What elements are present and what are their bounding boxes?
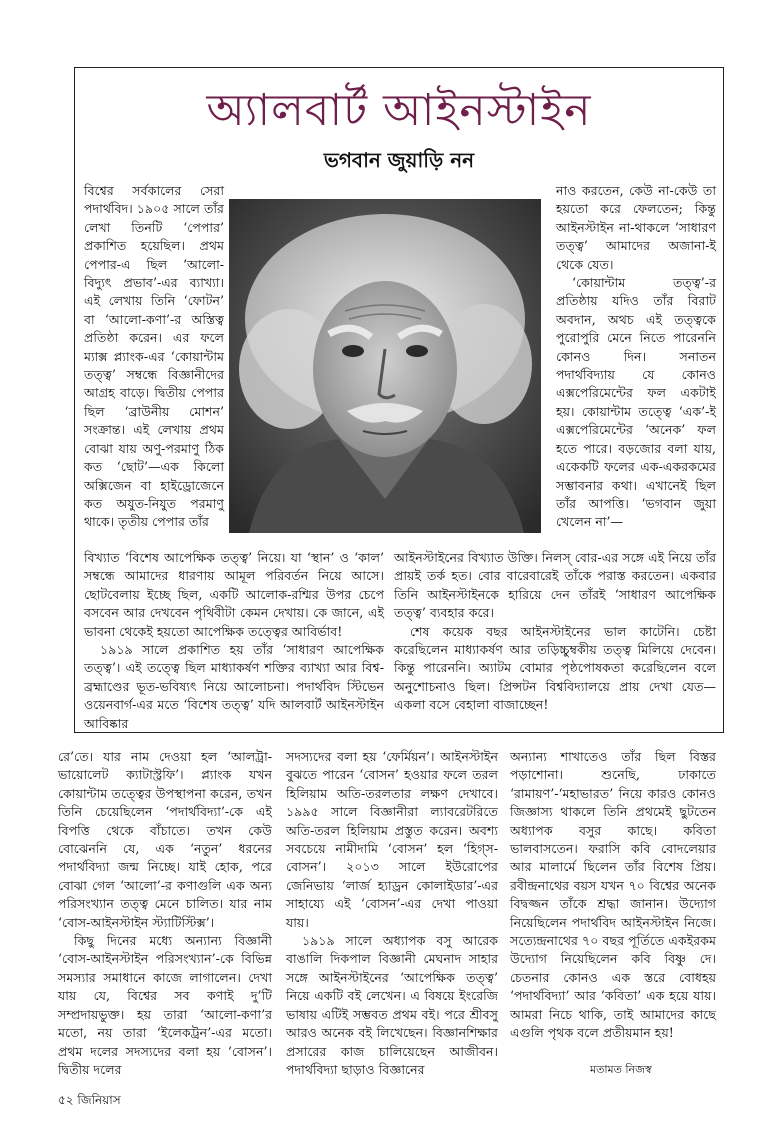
body-column-2 [286,748,498,1079]
article-col-right-text-2: ‘কোয়ান্টাম তত্ত্ব’-র প্রতিষ্ঠায় যদিও তাঁর বিরাট অবদান, অথচ এই তত্ত্বকে পুরোপুরি মেনে নিতে পারেননি কোনও দিন। সনাতন পদার্থবিদ্যায় যে কোনও এক্সপেরিমেন্টের ফল একটাই হয়। কোয়ান্টাম তত্ত্বে ‘এক’-ই এক্সপেরিমেন্টের ‘অনেক’ ফল হতে পারে। বড়জোর বলা যায়, একেকটি ফলের এক-একরকমের সম্ভাবনার কথা। এখানেই ছিল তাঁর আপত্তি। ‘ভগবান জুয়া খেলেন না’— [556,275,716,530]
article-lower-right-text: আইনস্টাইনের বিখ্যাত উক্তি। নিলস্ বোর-এর সঙ্গে এই নিয়ে তাঁর প্রায়ই তর্ক হত। বোর বারেবারেই তাঁকে পরাস্ত করতেন। একবার তিনি আইনস্টাইনকে হারিয়ে দেন তাঁরই ‘সাধারণ আপেক্ষিক তত্ত্ব’ ব্যবহার করে। [394,550,716,621]
article-lower-left-text: বিখ্যাত ‘বিশেষ আপেক্ষিক তত্ত্ব’ নিয়ে। যা ‘স্থান’ ও ‘কাল’ সম্বন্ধে আমাদের ধারণায় আমূল পরিবর্তন নিয়ে আসে। ছোটবেলায় ইচ্ছে ছিল, একটি আলোক-রশ্মির উপর চেপে বসবেন আর দেখবেন পৃথিবীটা কেমন দেখায়। কে জানে, এই ভাবনা থেকেই হয়তো আপেক্ষিক তত্ত্বের আবির্ভাব! [84,550,384,639]
page-footer: ৫২ জিনিয়াস [58,1093,121,1107]
einstein-portrait-photo [229,199,541,533]
body-column-1 [58,748,272,1079]
article-subtitle: ভগবান জুয়াড়ি নন [323,148,475,172]
article-lower-right [394,549,716,715]
body-col3-para1: অন্যান্য শাখাতেও তাঁর ছিল বিস্তর পড়াশোনা। শুনেছি, ঢাকাতে ‘রামায়ণ’-‘মহাভারত’ নিয়ে কারও কোনও জিজ্ঞাস্য থাকলে তিনি প্রথমেই ছুটতেন অধ্যাপক বসুর কাছে। কবিতা ভালবাসতেন। ফরাসি কবি বোদলেয়ার আর মালার্মে ছিলেন তাঁর বিশেষ প্রিয়। রবীন্দ্রনাথের বয়স যখন ৭০ বিশ্বের অনেক বিদ্বজ্জন তাঁকে শ্রদ্ধা জানান। উদ্যোগ নিয়েছিলেন পদার্থবিদ আইনস্টাইন নিজে। সত্যেন্দ্রনাথের ৭০ বছর পূর্তিতে একইরকম উদ্যোগ নিয়েছিলেন কবি বিষ্ণু দে। চেতনার কোনও এক স্তরে বোধহয় ‘পদার্থবিদ্যা’ আর ‘কবিতা’ এক হয়ে যায়। আমরা নিচে থাকি, তাই আমাদের কাছে এগুলি পৃথক বলে প্রতীয়মান হয়! [510,749,716,1041]
article-lower-left [84,549,384,733]
body-column-3 [510,748,716,1043]
article-col-left-text: বিশ্বের সর্বকালের সেরা পদার্থবিদ। ১৯০৫ সালে তাঁর লেখা তিনটি ‘পেপার’ প্রকাশিত হয়েছিল। প্রথম পেপার-এ ছিল ‘আলো-বিদ্যুৎ প্রভাব’-এর ব্যাখ্যা। এই লেখায় তিনি ‘ফোটন’ বা ‘আলো-কণা’-র অস্তিত্ব প্রতিষ্ঠা করেন। এর ফলে ম্যাক্স প্ল্যাংক-এর ‘কোয়ান্টাম তত্ত্ব’ সম্বন্ধে বিজ্ঞানীদের আগ্রহ বাড়ে। দ্বিতীয় পেপার ছিল ‘ব্রাউনীয় মোশন’ সংক্রান্ত। এই লেখায় প্রথম বোঝা যায় অণু-পরমাণু ঠিক কত ‘ছোট’—এক কিলো অক্সিজেন বা হাইড্রোজেনে কত অযুত-নিযুত পরমাণু থাকে। তৃতীয় পেপার তাঁর [84,183,224,530]
body-col2-para1: সদস্যদের বলা হয় ‘ফের্মিয়ন’। আইনস্টাইন বুঝতে পারেন ‘বোসন’ হওয়ার ফলে তরল হিলিয়াম অতি-তরলতার লক্ষণ দেখাবে। ১৯৯৫ সালে বিজ্ঞানীরা ল্যাবরেটরিতে অতি-তরল হিলিয়াম প্রস্তুত করেন। অবশ্য সবচেয়ে নামীদামি ‘বোসন’ হল ‘হিগ্স-বোসন’। ২০১৩ সালে ইউরোপের জেনিভায় ‘লার্জ হ্যাড্রন কোলাইডার’-এর সাহায্যে এই ‘বোসন’-এর দেখা পাওয়া যায়। [286,749,498,930]
article-col-right [556,182,716,532]
article-col-right-text: নাও করতেন, কেউ না-কেউ তা হয়তো করে ফেলতেন; কিন্তু আইনস্টাইন না-থাকলে ‘সাধারণ তত্ত্ব’ আমাদের অজানা-ই থেকে যেত। [556,183,716,272]
body-col2-para2: ১৯১৯ সালে অধ্যাপক বসু আরেক বাঙালি দিকপাল বিজ্ঞানী মেঘনাদ সাহার সঙ্গে আইনস্টাইনের ‘আপেক্ষিক তত্ত্ব’ নিয়ে একটি বই লেখেন। এ বিষয়ে ইংরেজি ভাষায় এটিই সম্ভবত প্রথম বই। পরে শ্রীবসু আরও অনেক বই লিখেছেন। বিজ্ঞানশিক্ষার প্রসারের কাজ চালিয়েছেন আজীবন। পদার্থবিদ্যা ছাড়াও বিজ্ঞানের [286,933,498,1077]
article-lower-left-text-2: ১৯১৯ সালে প্রকাশিত হয় তাঁর ‘সাধারণ আপেক্ষিক তত্ত্ব’। এই তত্ত্বে ছিল মাধ্যাকর্ষণ শক্তির ব্যাখ্যা আর বিশ্ব-ব্রহ্মাণ্ডের ভূত-ভবিষ্যৎ নিয়ে আলোচনা। পদার্থবিদ স্টিভেন ওয়েনবার্গ-এর মতে ‘বিশেষ তত্ত্ব’ যদি আলবার্ট আইনস্টাইন আবিষ্কার [84,642,384,731]
article-col-left [84,182,224,532]
article-lower-right-text-2: শেষ কয়েক বছর আইনস্টাইনের ভাল কাটেনি। চেষ্টা করেছিলেন মাধ্যাকর্ষণ আর তড়িচ্চুম্বকীয় তত্ত্ব মিলিয়ে দেবেন। কিন্তু পারেননি। অ্যাটম বোমার পৃষ্ঠপোষকতা করেছিলেন বলে অনুশোচনাও ছিল। প্রিন্সটন বিশ্ববিদ্যালয়ে প্রায় দেখা যেত—একলা বসে বেহালা বাজাচ্ছেন! [394,623,716,713]
body-col1-para1: রে’তে। যার নাম দেওয়া হল ‘আলট্রা-ভায়োলেট ক্যাটাস্ট্রফি’। প্ল্যাংক যখন কোয়ান্টাম তত্ত্বের উপস্থাপনা করেন, তখন তিনি চেয়েছিলেন ‘পদার্থবিদ্যা’-কে এই বিপত্তি থেকে বাঁচাতে। তখন কেউ বোঝেননি যে, এক ‘নতুন’ ধরনের পদার্থবিদ্যা জন্ম নিচ্ছে। যাই হোক, পরে বোঝা গেল ‘আলো’-র কণাগুলি এক অন্য পরিসংখ্যান তত্ত্ব মেনে চালিত। যার নাম ‘বোস-আইনস্টাইন স্ট্যাটিস্টিক্স’। [58,749,272,930]
article-title: অ্যালবার্ট আইনস্টাইন [206,85,592,136]
opinion-signoff: মতামত নিজস্ব [590,1063,652,1076]
body-col1-para2: কিছু দিনের মধ্যে অন্যান্য বিজ্ঞানী ‘বোস-আইনস্টাইন পরিসংখ্যান’-কে বিভিন্ন সমস্যার সমাধানে কাজে লাগালেন। দেখা যায় যে, বিশ্বের সব কণাই দু’টি সম্প্রদায়ভুক্ত। হয় তারা ‘আলো-কণা’র মতো, নয় তারা ‘ইলেকট্রন’-এর মতো। প্রথম দলের সদস্যদের বলা হয় ‘বোসন’। দ্বিতীয় দলের [58,933,272,1077]
